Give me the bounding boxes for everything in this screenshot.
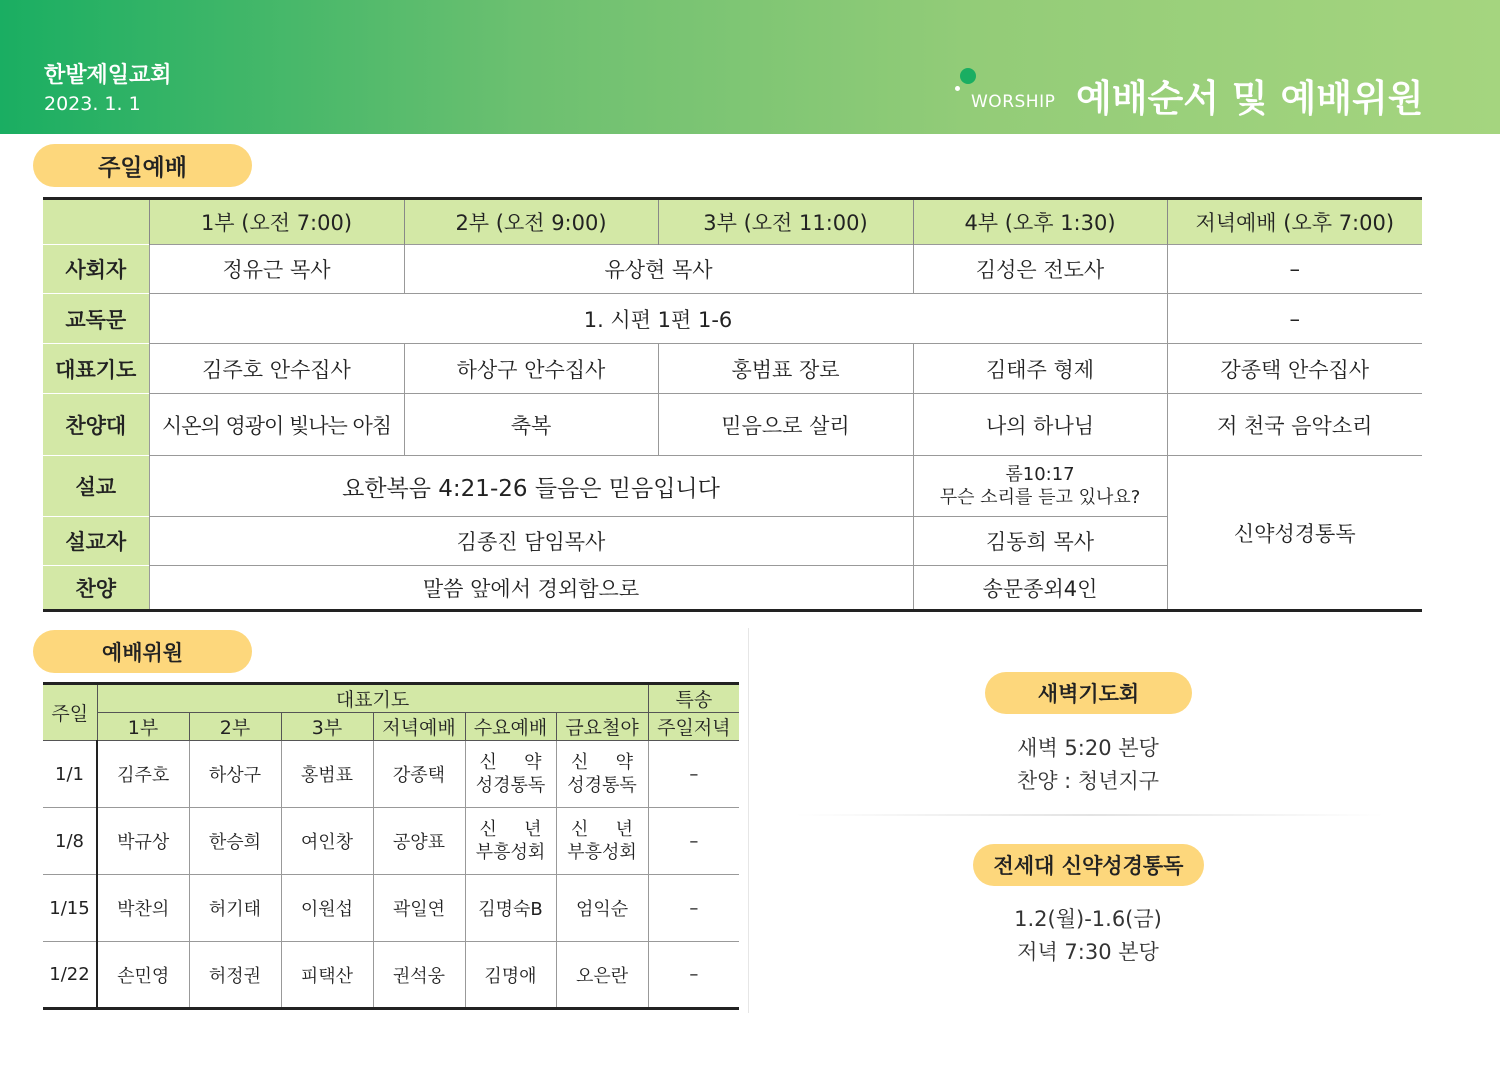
worship-label: WORSHIP	[971, 92, 1056, 112]
cell-text: 약	[615, 752, 634, 773]
allgen-time: 저녁 7:30 본당	[1017, 940, 1159, 964]
pill-all-generations: 전세대 신약성경통독	[973, 844, 1204, 886]
table-cell: 여인창	[281, 808, 373, 875]
column-header: 1부 (오전 7:00)	[149, 199, 404, 245]
table-cell: 유상현 목사	[404, 245, 913, 294]
column-header: 2부 (오전 9:00)	[404, 199, 658, 245]
row-header-hymn: 찬양	[43, 566, 149, 611]
table-cell: –	[648, 808, 739, 875]
column-header: 금요철야	[556, 713, 648, 741]
table-cell: 권석웅	[373, 942, 465, 1009]
column-header: 저녁예배	[373, 713, 465, 741]
table-cell: 요한복음 4:21-26 들음은 믿음입니다	[149, 456, 913, 517]
table-cell: –	[1167, 245, 1422, 294]
header-banner	[0, 0, 1500, 134]
cell-text: 신	[571, 752, 589, 773]
table-cell: –	[648, 875, 739, 942]
section-pill-committee: 예배위원	[33, 630, 252, 673]
column-header: 3부	[281, 713, 373, 741]
date-cell: 1/15	[43, 875, 97, 942]
table-cell: 김성은 전도사	[913, 245, 1167, 294]
table-cell	[556, 741, 648, 808]
table-cell: –	[648, 741, 739, 808]
table-cell: 말씀 앞에서 경외함으로	[149, 566, 913, 611]
cell-text: 성경통독	[567, 775, 637, 796]
table-cell: 김주호 안수집사	[149, 344, 404, 394]
table-cell: 믿음으로 살리	[658, 394, 913, 456]
table-cell: 시온의 영광이 빛나는 아침	[149, 394, 404, 456]
cell-text: 신	[479, 752, 497, 773]
sermon-title: 무슨 소리를 듣고 있나요?	[939, 487, 1141, 508]
page-title: 예배순서 및 예배위원	[1076, 77, 1424, 120]
table-row	[43, 808, 739, 875]
column-header: 4부 (오후 1:30)	[913, 199, 1167, 245]
table-cell: 박찬의	[97, 875, 189, 942]
table-cell: –	[1167, 294, 1422, 344]
table-cell: 박규상	[97, 808, 189, 875]
table-cell: 강종택 안수집사	[1167, 344, 1422, 394]
table-cell: 송문종외4인	[913, 566, 1167, 611]
cell-text: 부흥성회	[475, 842, 546, 863]
table-cell: 한승희	[189, 808, 281, 875]
dawn-praise: 찬양 : 청년지구	[1016, 769, 1160, 793]
table-cell	[465, 741, 556, 808]
sunday-service-table	[43, 197, 1422, 612]
horizontal-divider	[795, 814, 1385, 816]
table-cell: 엄익순	[556, 875, 648, 942]
cell-text: 부흥성회	[567, 842, 637, 863]
column-header: 3부 (오전 11:00)	[658, 199, 913, 245]
column-header: 주일저녁	[648, 713, 739, 741]
vertical-divider	[748, 628, 749, 1013]
table-cell: 피택산	[281, 942, 373, 1009]
date-cell: 1/22	[43, 942, 97, 1009]
table-cell: 하상구	[189, 741, 281, 808]
row-header-prayer: 대표기도	[43, 344, 149, 394]
date-cell: 1/8	[43, 808, 97, 875]
table-cell: 축복	[404, 394, 658, 456]
table-cell	[556, 808, 648, 875]
decor-dot-icon	[960, 68, 976, 84]
cell-text: 성경통독	[475, 775, 546, 796]
church-name: 한밭제일교회	[44, 63, 172, 88]
row-header-sermon: 설교	[43, 456, 149, 517]
sermon-ref: 롬10:17	[1005, 464, 1075, 485]
cell-text: 년	[615, 819, 634, 840]
cell-text: 약	[524, 752, 542, 773]
table-cell	[465, 808, 556, 875]
decor-small-dot-icon	[955, 86, 960, 91]
table-cell: 김동희 목사	[913, 517, 1167, 566]
allgen-dates: 1.2(월)-1.6(금)	[1014, 907, 1162, 931]
row-header-choir: 찬양대	[43, 394, 149, 456]
table-cell: –	[648, 942, 739, 1009]
row-header-leader: 사회자	[43, 245, 149, 294]
cell-text: 년	[524, 819, 542, 840]
column-header: 수요예배	[465, 713, 556, 741]
table-cell: 홍범표 장로	[658, 344, 913, 394]
table-cell: 손민영	[97, 942, 189, 1009]
table-cell: 김주호	[97, 741, 189, 808]
column-header: 저녁예배 (오후 7:00)	[1167, 199, 1422, 245]
table-cell: 강종택	[373, 741, 465, 808]
dawn-time: 새벽 5:20 본당	[1017, 736, 1159, 760]
table-cell: 김명숙B	[465, 875, 556, 942]
table-cell: 하상구 안수집사	[404, 344, 658, 394]
table-cell: 곽일연	[373, 875, 465, 942]
column-group-prayer: 대표기도	[97, 684, 648, 713]
table-cell: 김태주 형제	[913, 344, 1167, 394]
pill-dawn-prayer: 새벽기도회	[985, 672, 1192, 714]
table-cell: 신약성경통독	[1167, 456, 1422, 611]
table-corner	[43, 199, 149, 245]
table-row	[43, 942, 739, 1009]
cell-text: 신	[479, 819, 497, 840]
section-pill-sunday: 주일예배	[33, 144, 252, 187]
table-cell: 저 천국 음악소리	[1167, 394, 1422, 456]
table-cell: 공양표	[373, 808, 465, 875]
column-header: 2부	[189, 713, 281, 741]
table-row	[43, 741, 739, 808]
table-cell: 허기태	[189, 875, 281, 942]
column-group-special: 특송	[648, 684, 739, 713]
table-row	[43, 875, 739, 942]
date-cell: 1/1	[43, 741, 97, 808]
table-cell: 김명애	[465, 942, 556, 1009]
table-cell	[913, 456, 1167, 517]
bulletin-date: 2023. 1. 1	[44, 93, 141, 115]
row-header-preacher: 설교자	[43, 517, 149, 566]
committee-table	[43, 682, 739, 1010]
column-header-date: 주일	[43, 684, 97, 741]
table-cell: 홍범표	[281, 741, 373, 808]
cell-text: 신	[571, 819, 589, 840]
table-cell: 이원섭	[281, 875, 373, 942]
table-cell: 허정권	[189, 942, 281, 1009]
column-header: 1부	[97, 713, 189, 741]
table-cell: 김종진 담임목사	[149, 517, 913, 566]
table-cell: 오은란	[556, 942, 648, 1009]
table-cell: 정유근 목사	[149, 245, 404, 294]
table-cell: 나의 하나님	[913, 394, 1167, 456]
table-cell: 1. 시편 1편 1-6	[149, 294, 1167, 344]
row-header-reading: 교독문	[43, 294, 149, 344]
